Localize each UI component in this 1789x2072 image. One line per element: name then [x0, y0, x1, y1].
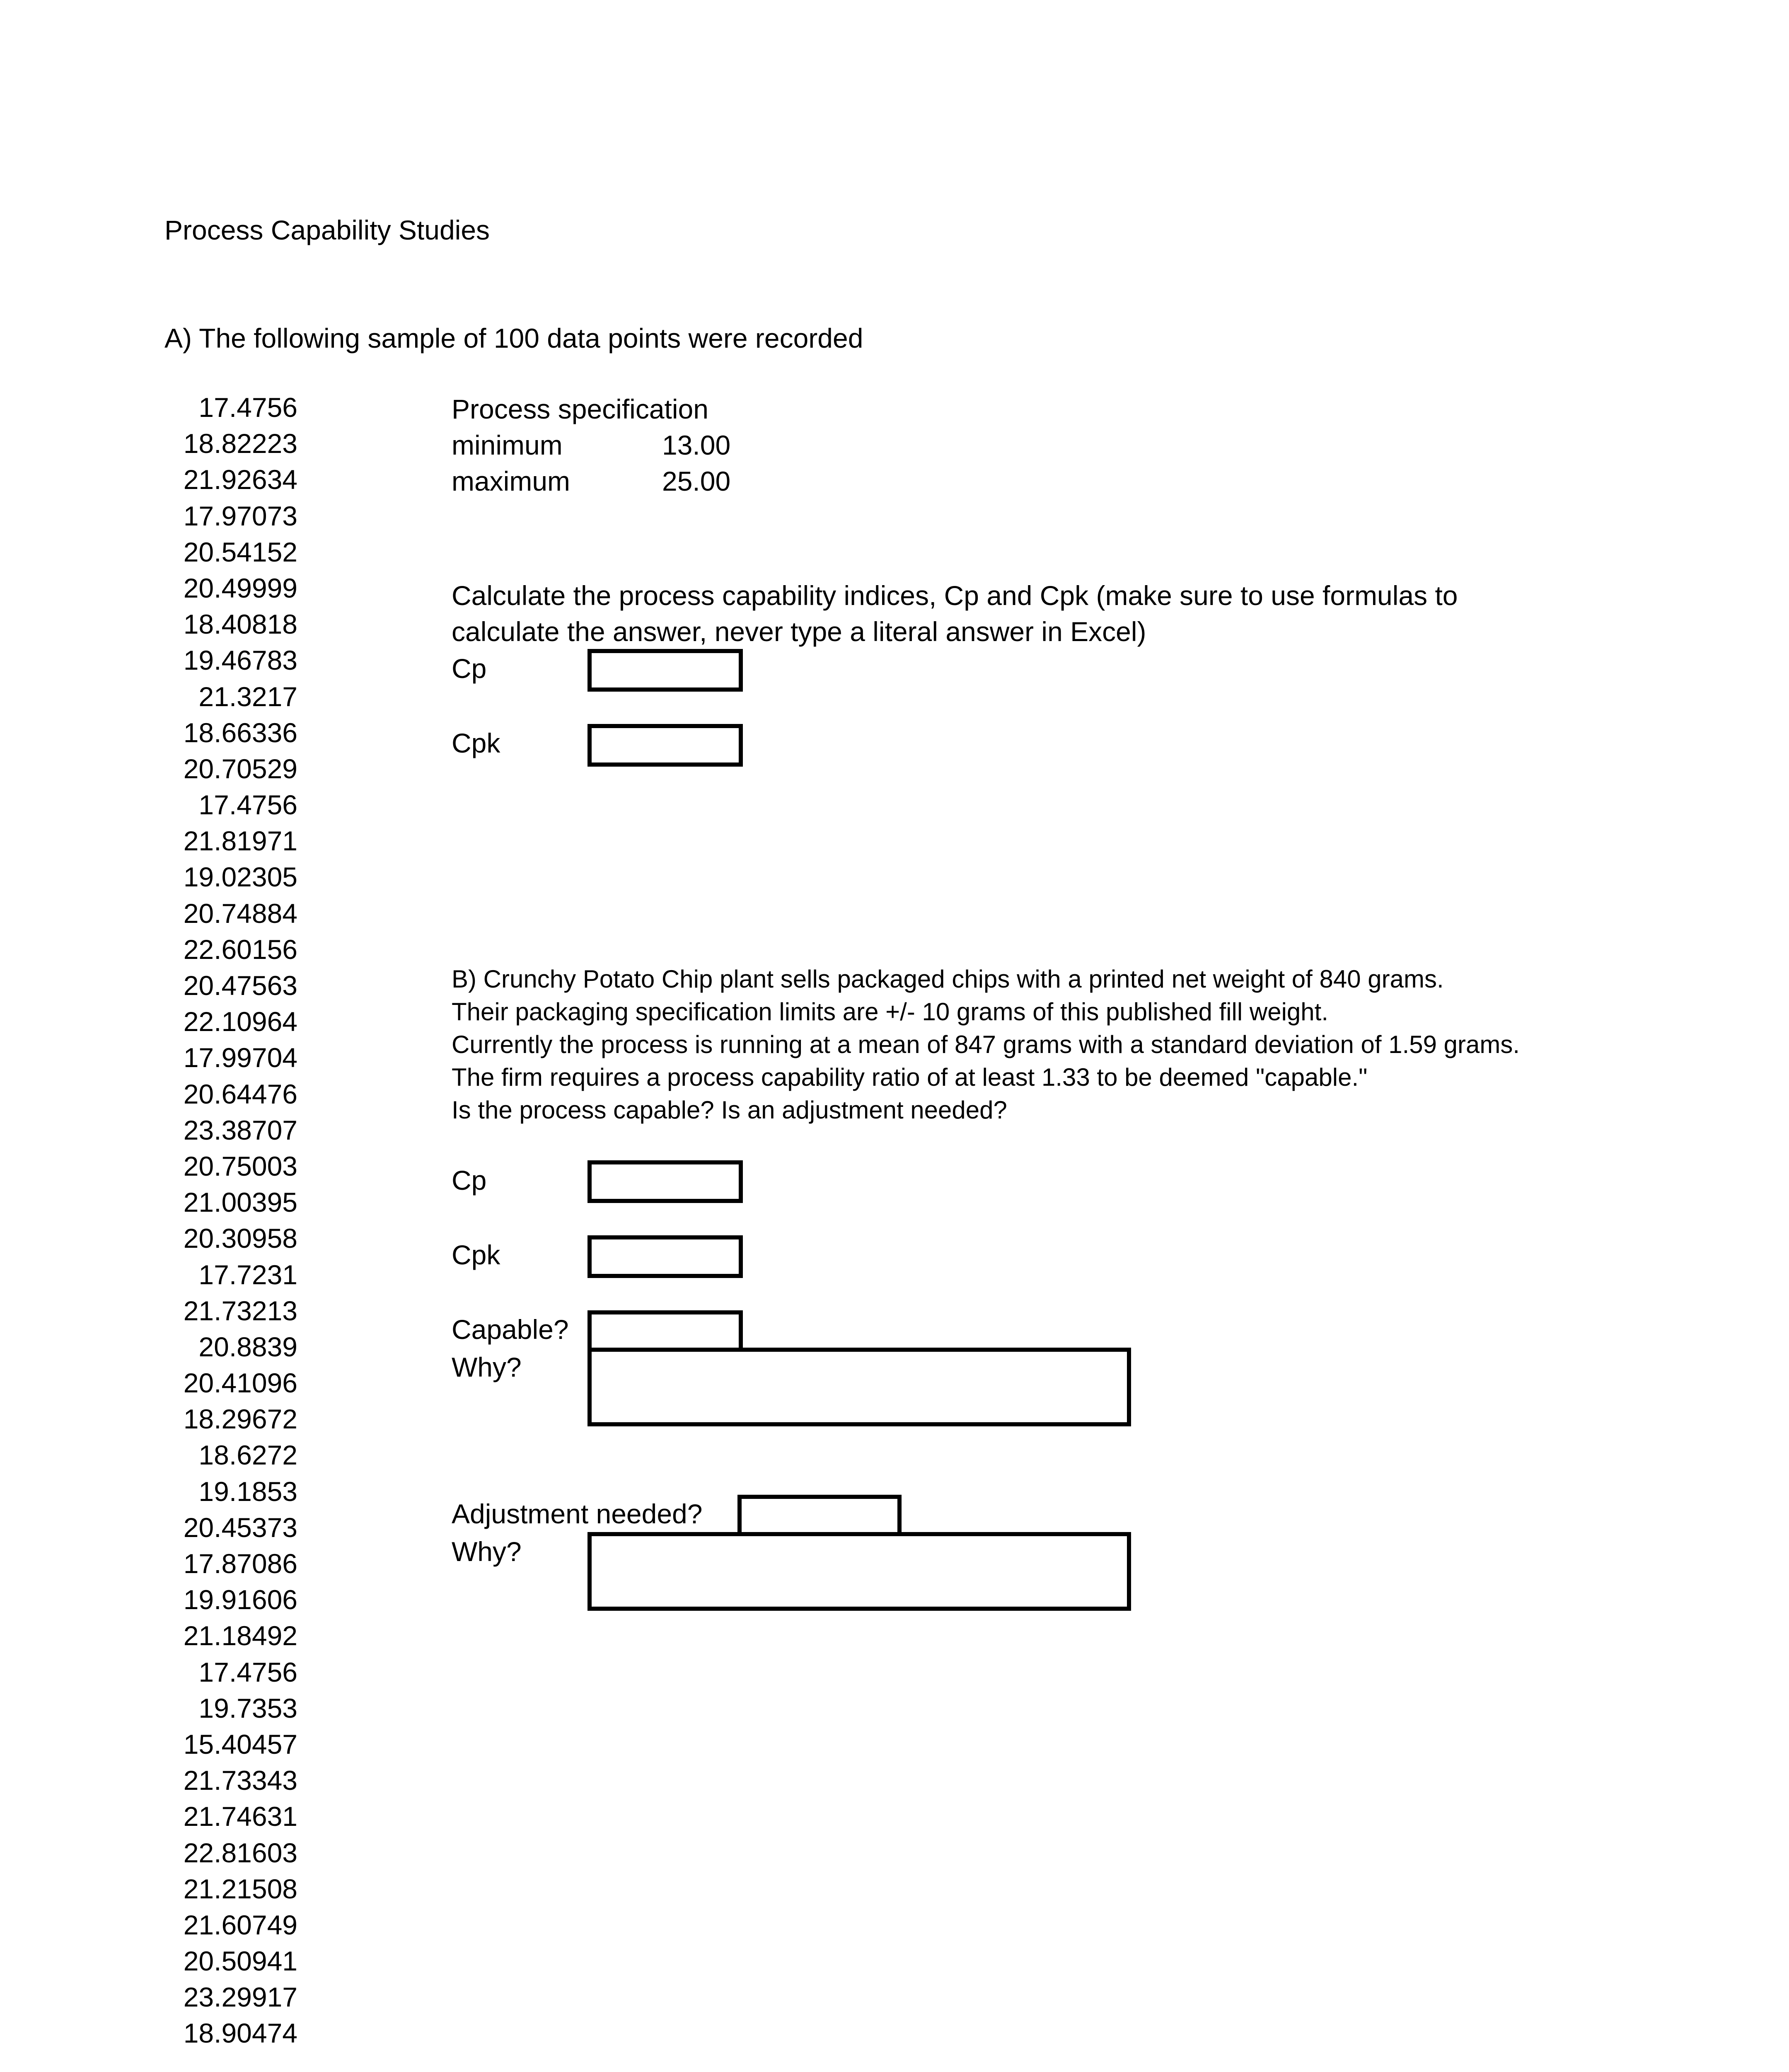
- data-point: 20.49999: [183, 572, 297, 603]
- data-point: 21.92634: [183, 464, 297, 495]
- data-point: 20.41096: [183, 1368, 297, 1399]
- data-point: 17.99704: [183, 1042, 297, 1073]
- data-point: 23.38707: [183, 1114, 297, 1145]
- data-point: 21.60749: [183, 1909, 297, 1940]
- data-point: 17.4756: [198, 1656, 297, 1687]
- data-point: 18.90474: [183, 2018, 297, 2049]
- data-point: 20.64476: [183, 1078, 297, 1109]
- data-point: 17.4756: [198, 789, 297, 821]
- data-point: 21.81971: [183, 825, 297, 857]
- data-point: 19.91606: [183, 1584, 297, 1615]
- data-point: 18.29672: [183, 1404, 297, 1435]
- data-point: 17.87086: [183, 1548, 297, 1579]
- part-b-problem: [452, 963, 1520, 1126]
- data-points-list: [141, 394, 297, 2056]
- spec-min-label: minimum: [452, 430, 563, 460]
- data-point: 20.50941: [183, 1946, 297, 1977]
- capable-label: Capable?: [452, 1314, 569, 1345]
- data-point: 19.46783: [183, 645, 297, 676]
- data-point: 23.29917: [183, 1982, 297, 2013]
- spec-max-value: 25.00: [662, 466, 731, 496]
- data-point: 21.18492: [183, 1620, 297, 1651]
- data-point: 21.00395: [183, 1187, 297, 1218]
- part-b-cp-label: Cp: [452, 1165, 487, 1196]
- data-point: 17.97073: [183, 500, 297, 531]
- data-point: 18.6272: [198, 1440, 297, 1471]
- data-point: 22.81603: [183, 1837, 297, 1868]
- data-point: 20.74884: [183, 898, 297, 929]
- data-point: 22.60156: [183, 934, 297, 965]
- part-b-line: Is the process capable? Is an adjustment needed?: [452, 1096, 1007, 1124]
- part-a-intro: A) The following sample of 100 data points were recorded: [164, 323, 863, 353]
- data-point: 15.40457: [183, 1728, 297, 1760]
- part-b-cpk-answer-box[interactable]: [587, 1235, 743, 1278]
- data-point: 21.73213: [183, 1295, 297, 1326]
- spec-heading: Process specification: [452, 394, 708, 424]
- data-point: 17.7231: [198, 1259, 297, 1290]
- part-b-cp-answer-box[interactable]: [587, 1160, 743, 1203]
- data-point: 21.74631: [183, 1801, 297, 1832]
- adjustment-answer-box[interactable]: [737, 1495, 902, 1536]
- spec-max-label: maximum: [452, 466, 571, 496]
- part-a-cp-answer-box[interactable]: [587, 649, 743, 692]
- data-point: 20.30958: [183, 1223, 297, 1254]
- data-point: 17.4756: [198, 392, 297, 423]
- data-point: 18.40818: [183, 609, 297, 640]
- data-point: 20.70529: [183, 753, 297, 784]
- instruction-line-2: calculate the answer, never type a literal answer in Excel): [452, 616, 1146, 647]
- data-point: 21.73343: [183, 1765, 297, 1796]
- data-point: 18.82223: [183, 428, 297, 459]
- part-b-cpk-label: Cpk: [452, 1239, 500, 1270]
- data-point: 20.8839: [198, 1331, 297, 1362]
- capable-answer-box[interactable]: [587, 1310, 743, 1352]
- data-point: 20.75003: [183, 1150, 297, 1181]
- data-point: 20.54152: [183, 536, 297, 567]
- page-title: Process Capability Studies: [164, 215, 490, 245]
- adjustment-why-answer-box[interactable]: [587, 1532, 1131, 1611]
- data-point: 21.21508: [183, 1873, 297, 1904]
- capable-why-answer-box[interactable]: [587, 1348, 1131, 1426]
- part-b-line: The firm requires a process capability ratio of at least 1.33 to be deemed "capable.": [452, 1063, 1368, 1091]
- data-point: 18.66336: [183, 717, 297, 748]
- why-label-2: Why?: [452, 1536, 522, 1567]
- instruction-line-1: Calculate the process capability indices, Cp and Cpk (make sure to use formulas to: [452, 580, 1458, 611]
- part-a-cp-label: Cp: [452, 653, 487, 684]
- data-point: 22.10964: [183, 1006, 297, 1037]
- data-point: 20.45373: [183, 1512, 297, 1543]
- spec-min-value: 13.00: [662, 430, 731, 460]
- data-point: 19.02305: [183, 862, 297, 893]
- part-b-line: B) Crunchy Potato Chip plant sells packaged chips with a printed net weight of 840 grams.: [452, 965, 1444, 993]
- why-label: Why?: [452, 1352, 522, 1382]
- data-point: 19.7353: [198, 1692, 297, 1723]
- data-point: 21.3217: [198, 681, 297, 712]
- data-point: 20.47563: [183, 970, 297, 1001]
- part-b-line: Their packaging specification limits are +/- 10 grams of this published fill weight.: [452, 998, 1328, 1026]
- part-a-cpk-answer-box[interactable]: [587, 724, 743, 767]
- data-point: 19.1853: [198, 1476, 297, 1507]
- part-a-cpk-label: Cpk: [452, 728, 500, 758]
- part-b-line: Currently the process is running at a mean of 847 grams with a standard deviation of 1.59 grams.: [452, 1031, 1520, 1058]
- adjustment-needed-label: Adjustment needed?: [452, 1498, 703, 1529]
